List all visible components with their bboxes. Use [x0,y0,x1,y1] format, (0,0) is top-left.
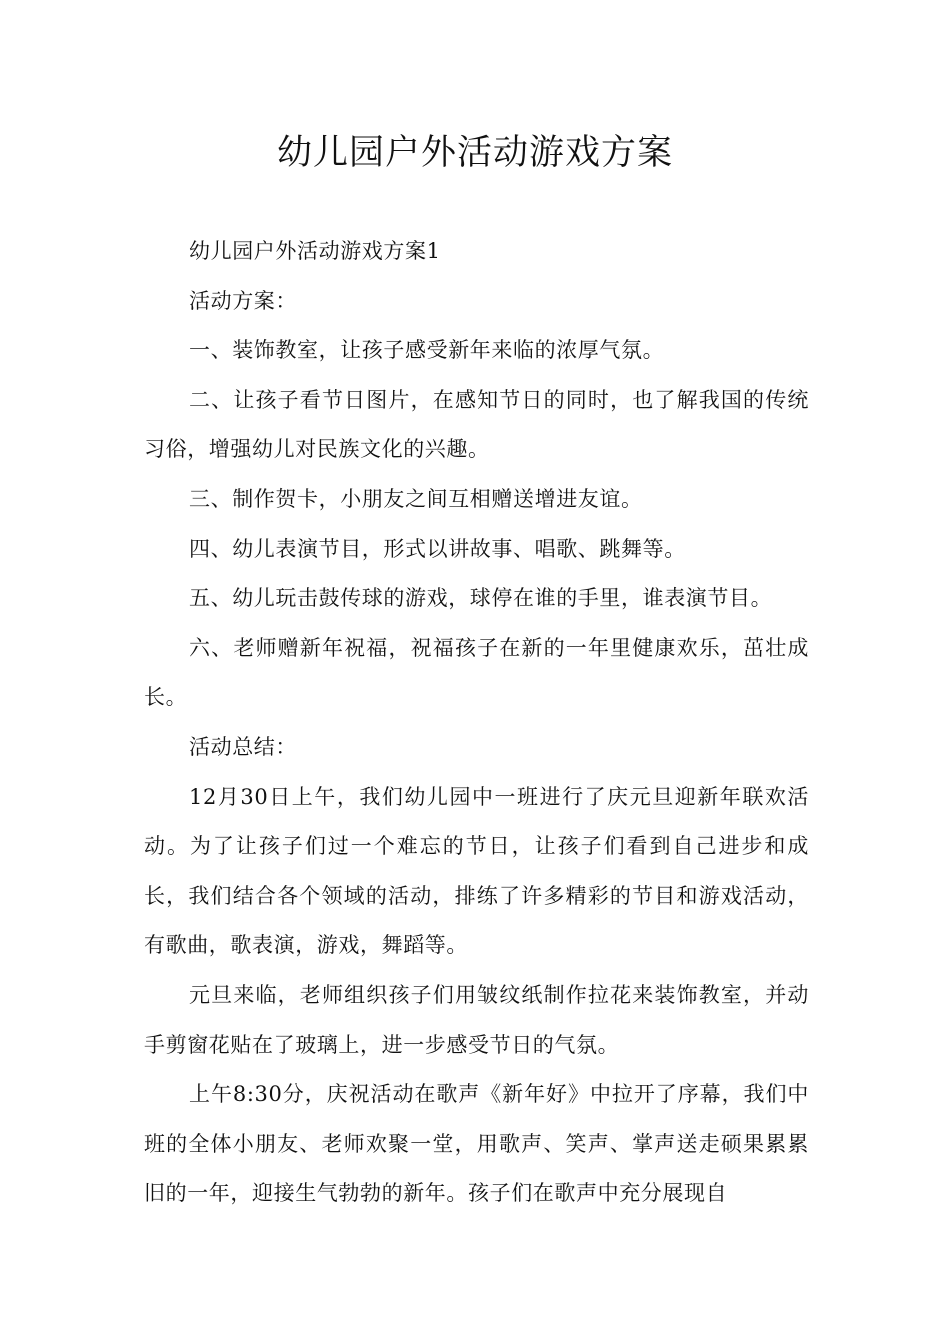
paragraph-summary-heading: 活动总结： [189,734,297,759]
paragraph-plan-item-5: 五、幼儿玩击鼓传球的游戏，球停在谁的手里，谁表演节目。 [189,586,773,611]
paragraph-plan-item-2: 二、让孩子看节日图片，在感知节日的同时，也了解我国的传统习俗，增强幼儿对民族文化的兴趣。 [144,387,809,462]
paragraph-plan-heading: 活动方案： [189,288,297,313]
paragraph-plan-item-3: 三、制作贺卡，小朋友之间互相赠送增进友谊。 [189,486,643,511]
paragraph-summary-3: 上午8:30分，庆祝活动在歌声《新年好》中拉开了序幕，我们中班的全体小朋友、老师欢聚一堂，用歌声、笑声、掌声送走硕果累累旧的一年，迎接生气勃勃的新年。孩子们在歌声中充分展现自 [144,1082,809,1206]
paragraph-plan-item-6: 六、老师赠新年祝福，祝福孩子在新的一年里健康欢乐，茁壮成长。 [144,635,809,710]
paragraph-plan-item-4: 四、幼儿表演节目，形式以讲故事、唱歌、跳舞等。 [189,536,686,561]
paragraph-summary-2: 元旦来临，老师组织孩子们用皱纹纸制作拉花来装饰教室，并动手剪窗花贴在了玻璃上，进一步感受节日的气氛。 [144,982,809,1057]
document-body [144,227,809,1219]
paragraph-summary-1: 12月30日上午，我们幼儿园中一班进行了庆元旦迎新年联欢活动。为了让孩子们过一个难忘的节日，让孩子们看到自己进步和成长，我们结合各个领域的活动，排练了许多精彩的节目和游戏活动，有歌曲，歌表演，游戏，舞蹈等。 [144,784,809,958]
document-title: 幼儿园户外活动游戏方案 [276,133,673,173]
paragraph-plan-item-1: 一、装饰教室，让孩子感受新年来临的浓厚气氛。 [189,338,665,363]
paragraph-subtitle: 幼儿园户外活动游戏方案1 [189,239,441,263]
